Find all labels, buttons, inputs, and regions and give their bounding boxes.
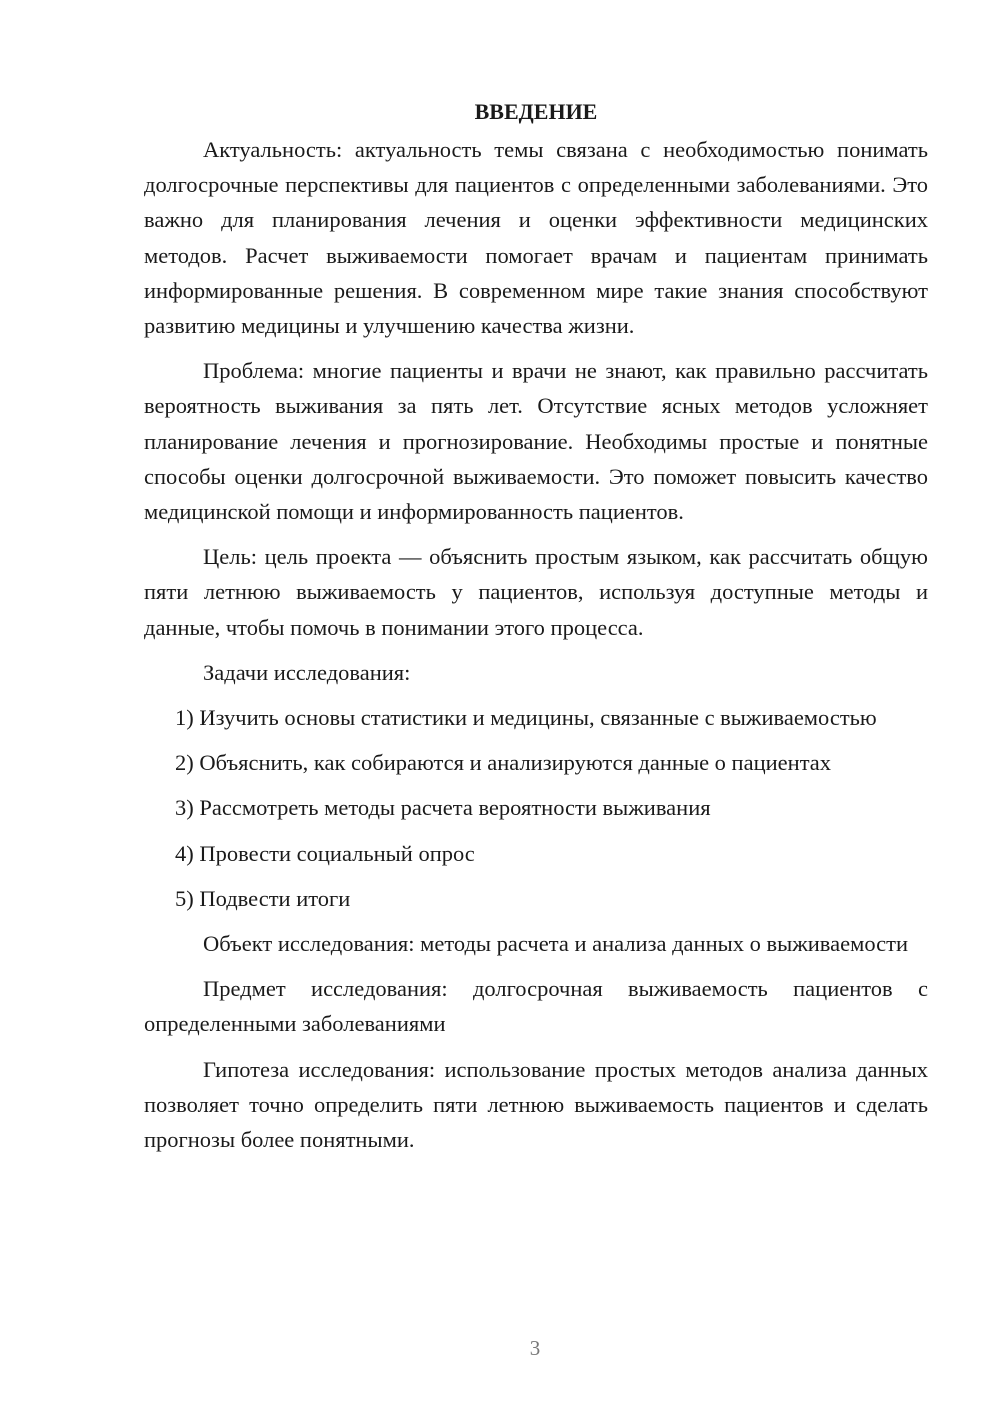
paragraph-object: Объект исследования: методы расчета и анализа данных о выживаемости (203, 931, 909, 957)
paragraph-hypothesis: Гипотеза исследования: использование простых методов анализа данных позволяет точно определить пяти летнюю выживаемость пациентов и сделать прогнозы более понятными. (144, 1056, 928, 1153)
paragraph-problem: Проблема: многие пациенты и врачи не знают, как правильно рассчитать вероятность выживания за пять лет. Отсутствие ясных методов усложняет планирование лечения и прогнозирование. Необходимы простые и понятные способы оценки долгосрочной выживаемости. Это поможет повысить качество медицинской помощи и информированность пациентов. (144, 358, 928, 525)
paragraph-goal: Цель: цель проекта — объяснить простым языком, как рассчитать общую пяти летнюю выживаемость у пациентов, используя доступные методы и данные, чтобы помочь в понимании этого процесса. (144, 544, 928, 640)
page-number: 3 (529, 1336, 541, 1360)
task-item-5: 5) Подвести итоги (175, 885, 351, 911)
task-item-1: 1) Изучить основы статистики и медицины, связанные с выживаемостью (175, 705, 877, 731)
task-item-3: 3) Рассмотреть методы расчета вероятности выживания (175, 795, 711, 821)
paragraph-relevance: Актуальность: актуальность темы связана с необходимостью понимать долгосрочные перспективы для пациентов с определенными заболеваниями. Это важно для планирования лечения и оценки эффективности медицинских методов. Расчет выживаемости помогает врачам и пациентам принимать информированные решения. В современном мире такие знания способствуют развитию медицины и улучшению качества жизни. (144, 137, 928, 339)
paragraph-subject: Предмет исследования: долгосрочная выживаемость пациентов с определенными заболеваниями (144, 976, 928, 1037)
task-item-4: 4) Провести социальный опрос (175, 840, 475, 866)
page-content (144, 94, 928, 1167)
section-title: ВВЕДЕНИЕ (474, 99, 598, 124)
task-item-2: 2) Объяснить, как собираются и анализируются данные о пациентах (175, 750, 832, 776)
tasks-heading: Задачи исследования: (203, 659, 411, 685)
